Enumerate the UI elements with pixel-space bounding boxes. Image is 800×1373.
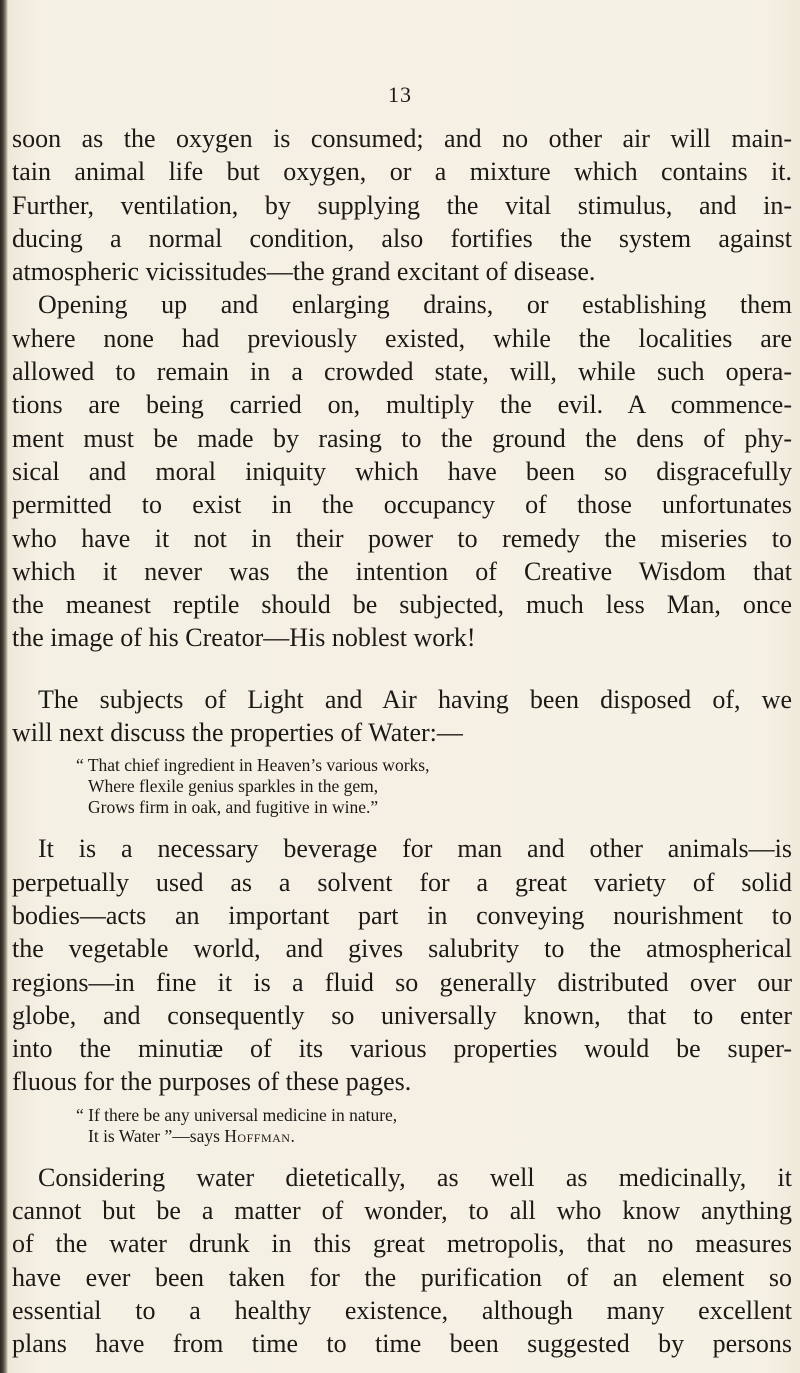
- text-line: of the water drunk in this great metropolis, that no measures: [12, 1229, 792, 1259]
- text-line: ducing a normal condition, also fortifies the system against: [12, 223, 792, 253]
- text-line: the meanest reptile should be subjected, much less Man, once: [12, 590, 792, 620]
- paragraph-2: [12, 288, 792, 654]
- text-line: permitted to exist in the occupancy of those unfortunates: [12, 490, 792, 520]
- text-line: Opening up and enlarging drains, or establishing them: [38, 290, 792, 320]
- text-line: It is a necessary beverage for man and other animals—is: [38, 834, 792, 864]
- text-line: globe, and consequently so universally known, that to enter: [12, 1000, 792, 1030]
- quote-line: Where flexile genius sparkles in the gem,: [88, 776, 379, 797]
- quote-line: Grows firm in oak, and fugitive in wine.”: [88, 797, 379, 818]
- text-line: soon as the oxygen is consumed; and no other air will main-: [12, 124, 792, 153]
- page-number: 13: [388, 82, 412, 107]
- text-line: have ever been taken for the purification of an element so: [12, 1262, 792, 1292]
- text-line: ment must be made by rasing to the ground the dens of phy-: [12, 423, 792, 453]
- paragraph-1: [12, 122, 792, 288]
- text-line: plans have from time to time been suggested by persons: [12, 1329, 792, 1359]
- text-line: perpetually used as a solvent for a great variety of solid: [12, 867, 792, 897]
- quote-line: “ That chief ingredient in Heaven’s various works,: [76, 755, 430, 776]
- text-line: essential to a healthy existence, although many excellent: [12, 1295, 792, 1325]
- quote-author: Hoffman.: [224, 1125, 296, 1146]
- text-line: bodies—acts an important part in conveying nourishment to: [12, 900, 792, 930]
- text-line: Considering water dietetically, as well as medicinally, it: [38, 1162, 792, 1192]
- text-line: regions—in fine it is a fluid so generally distributed over our: [12, 967, 792, 997]
- paragraph-3: [12, 683, 792, 750]
- text-line: fluous for the purposes of these pages.: [12, 1067, 412, 1097]
- text-line: will next discuss the properties of Water:—: [12, 718, 463, 748]
- text-line: tions are being carried on, multiply the evil. A commence-: [12, 390, 792, 420]
- quote-text: It is Water ”—says: [88, 1125, 225, 1146]
- verse-quote: [12, 755, 792, 818]
- quote-line: “ If there be any universal medicine in nature,: [76, 1104, 398, 1125]
- text-line: which it never was the intention of Creative Wisdom that: [12, 556, 792, 586]
- text-line: tain animal life but oxygen, or a mixture which contains it.: [12, 157, 792, 187]
- section-gap: [12, 655, 792, 683]
- citation-quote: [12, 1105, 792, 1147]
- text-line: allowed to remain in a crowded state, will, while such opera-: [12, 357, 792, 387]
- paragraph-4: [12, 832, 792, 1098]
- text-line: into the minutiæ of its various properties would be super-: [12, 1034, 792, 1064]
- text-line: the vegetable world, and gives salubrity to the atmospherical: [12, 934, 792, 964]
- paragraph-5: [12, 1161, 792, 1361]
- text-line: The subjects of Light and Air having been disposed of, we: [38, 684, 792, 714]
- text-line: who have it not in their power to remedy the miseries to: [12, 523, 792, 553]
- text-line: sical and moral iniquity which have been so disgracefully: [12, 456, 792, 486]
- body-text: [12, 122, 792, 1361]
- text-line: the image of his Creator—His noblest work!: [12, 623, 476, 653]
- binding-edge: [0, 0, 8, 1373]
- text-line: where none had previously existed, while the localities are: [12, 323, 792, 353]
- quote-line: [76, 1126, 792, 1147]
- text-line: atmospheric vicissitudes—the grand excitant of disease.: [12, 257, 596, 287]
- text-line: Further, ventilation, by supplying the vital stimulus, and in-: [12, 190, 792, 220]
- text-line: cannot but be a matter of wonder, to all who know anything: [12, 1196, 792, 1226]
